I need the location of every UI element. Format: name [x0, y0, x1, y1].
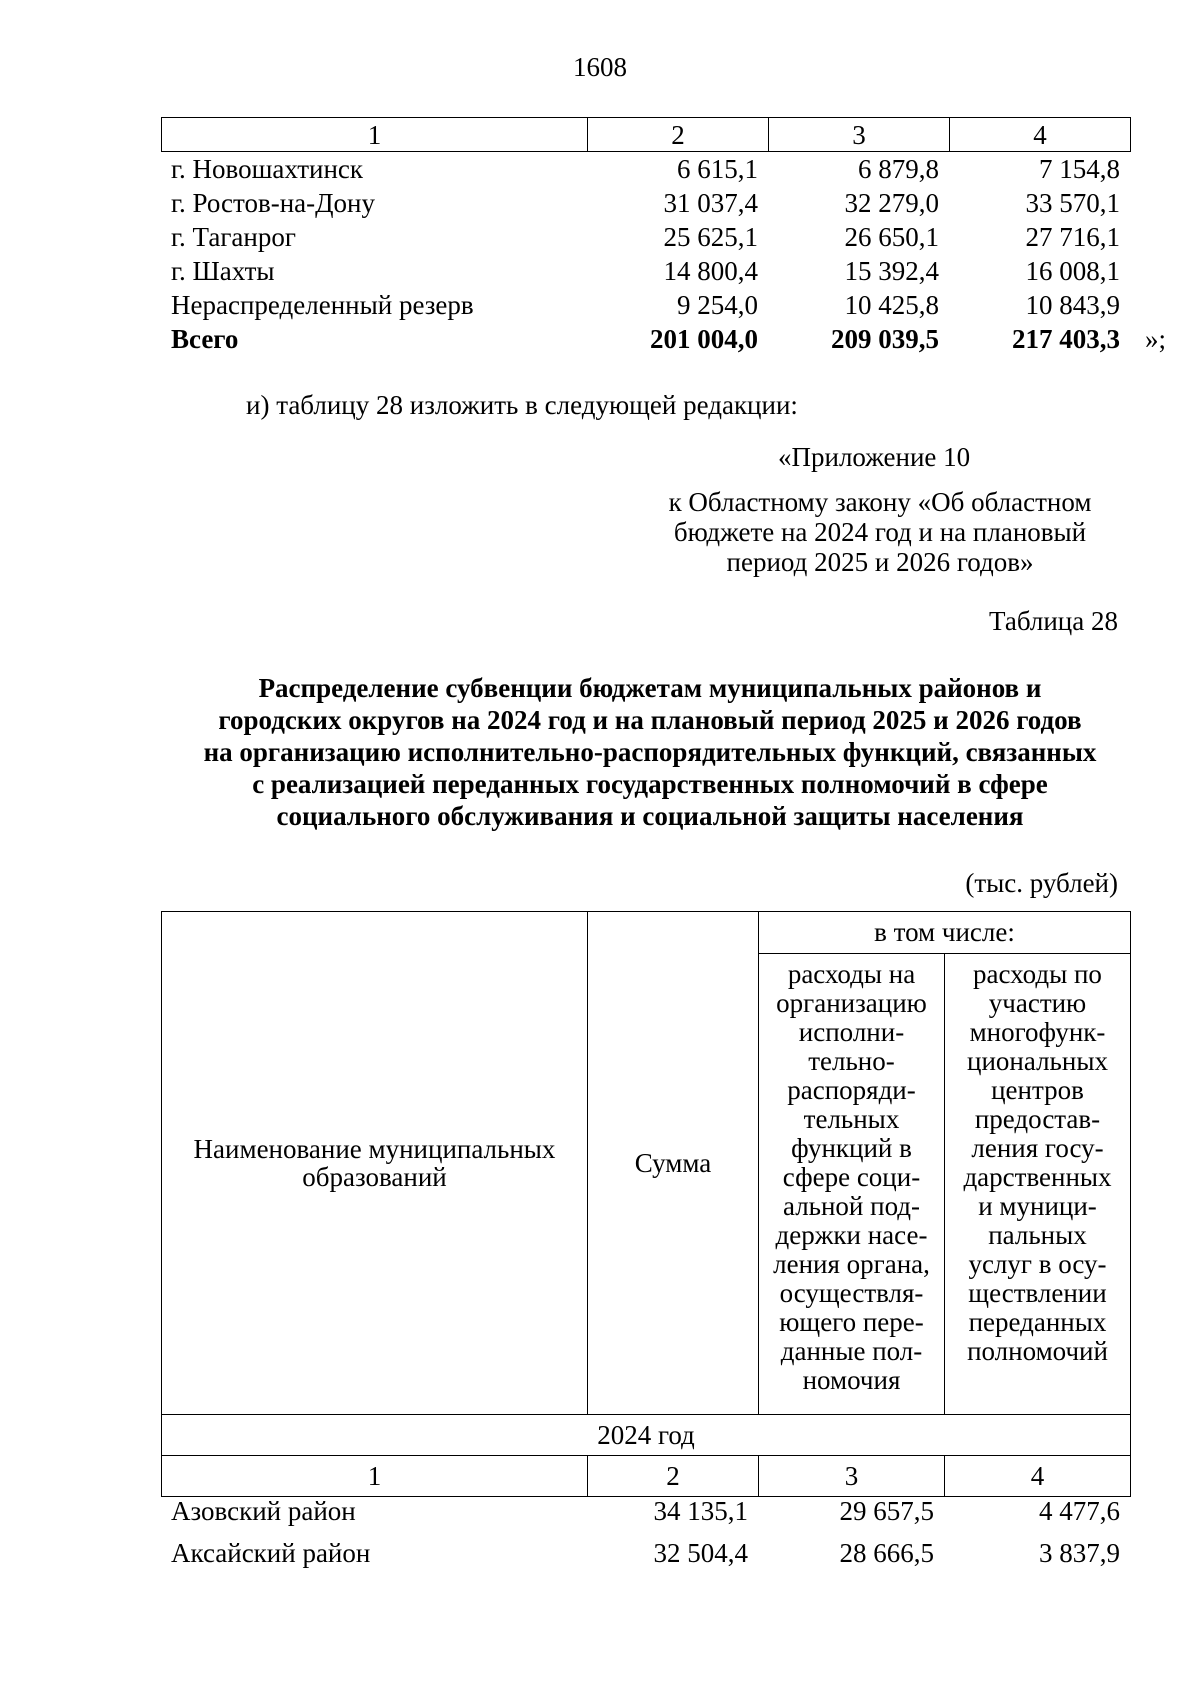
row-value-2026: 27 716,1	[1025, 222, 1120, 252]
header-col4-line: и муници-	[978, 1191, 1097, 1221]
header-col4-line: услуг в осу-	[968, 1249, 1107, 1279]
row-sum: 34 135,1	[653, 1496, 748, 1526]
title-line: городских округов на 2024 год и на плановый период 2025 и 2026 годов	[218, 705, 1082, 735]
header-col3	[759, 954, 945, 1415]
table2-col-3: 3	[759, 1456, 945, 1497]
row-mfc: 3 837,9	[1039, 1538, 1120, 1568]
header-col4-line: многофунк-	[969, 1017, 1106, 1047]
table2-body	[161, 1490, 1130, 1574]
row-value-2024: 9 254,0	[677, 290, 758, 320]
row-value-2024: 6 615,1	[677, 154, 758, 184]
table2-col-1: 1	[162, 1456, 588, 1497]
row-value-2024: 14 800,4	[663, 256, 758, 286]
table-label: Таблица 28	[989, 606, 1118, 636]
total-value-2025: 209 039,5	[831, 324, 939, 354]
row-name: г. Шахты	[171, 256, 275, 286]
title-line: Распределение субвенции бюджетам муниципальных районов и	[258, 673, 1042, 703]
header-col4-line: переданных	[968, 1307, 1107, 1337]
header-col3-line: сфере соци-	[782, 1162, 921, 1192]
table-total-row	[161, 322, 1130, 356]
table-row	[161, 220, 1130, 254]
header-col3-lines	[759, 960, 944, 1395]
annex-line: период 2025 и 2026 годов»	[726, 547, 1034, 577]
header-col3-line: альной под-	[782, 1191, 921, 1221]
header-col4-line: ления госу-	[971, 1133, 1104, 1163]
header-col4-line: циональных	[967, 1046, 1108, 1076]
table-row	[161, 254, 1130, 288]
row-name: г. Таганрог	[171, 222, 296, 252]
table-row	[161, 1490, 1130, 1532]
table2-col-4: 4	[945, 1456, 1131, 1497]
header-col3-line: исполни-	[798, 1017, 905, 1047]
header-col4	[945, 954, 1131, 1415]
table-row	[161, 186, 1130, 220]
header-col4-line: ществлении	[968, 1278, 1107, 1308]
header-col4-line: дарственных	[963, 1162, 1112, 1192]
row-value-2024: 31 037,4	[663, 188, 758, 218]
row-value-2025: 6 879,8	[858, 154, 939, 184]
row-value-2025: 10 425,8	[844, 290, 939, 320]
table2-header	[161, 911, 1131, 1497]
row-value-2025: 26 650,1	[844, 222, 939, 252]
year-label: 2024 год	[162, 1415, 1131, 1456]
total-label: Всего	[171, 324, 239, 354]
row-value-2026: 10 843,9	[1025, 290, 1120, 320]
total-value-2024: 201 004,0	[650, 324, 758, 354]
row-name: г. Новошахтинск	[171, 154, 363, 184]
annex-line: бюджете на 2024 год и на плановый	[673, 517, 1087, 547]
title-line: на организацию исполнительно-распорядительных функций, связанных	[203, 737, 1097, 767]
total-value-2026: 217 403,3	[1012, 324, 1120, 354]
row-value-2026: 16 008,1	[1025, 256, 1120, 286]
annex-heading: «Приложение 10	[778, 442, 971, 472]
row-name: г. Ростов-на-Дону	[171, 188, 376, 218]
units-label: (тыс. рублей)	[965, 868, 1118, 898]
row-executive-functions: 28 666,5	[839, 1538, 934, 1568]
header-sum: Сумма	[588, 912, 759, 1415]
table-title	[120, 672, 1180, 832]
header-col3-line: ления органа,	[773, 1249, 930, 1279]
annex-reference	[630, 487, 1130, 577]
row-value-2026: 33 570,1	[1025, 188, 1120, 218]
table-row	[161, 1532, 1130, 1574]
header-col3-line: осуществля-	[779, 1278, 924, 1308]
table1-col-4: 4	[950, 118, 1131, 152]
title-line: социального обслуживания и социальной защиты населения	[276, 801, 1024, 831]
instruction-paragraph: и) таблицу 28 изложить в следующей редакции:	[246, 390, 798, 420]
header-col3-line: номочия	[802, 1365, 901, 1395]
header-col3-line: организацию	[776, 988, 927, 1018]
header-col3-line: распоряди-	[787, 1075, 916, 1105]
header-col4-line: полномочий	[967, 1336, 1108, 1366]
table2-col-2: 2	[588, 1456, 759, 1497]
header-col4-lines	[945, 960, 1130, 1366]
closing-quote: »;	[1144, 324, 1166, 354]
header-col3-line: данные пол-	[780, 1336, 923, 1366]
table1-body	[161, 152, 1166, 356]
row-sum: 32 504,4	[653, 1538, 748, 1568]
header-col3-line: функций в	[791, 1133, 912, 1163]
total-value-2026-cell	[949, 322, 1166, 356]
header-col3-line: ющего пере-	[779, 1307, 924, 1337]
header-col4-line: пальных	[988, 1220, 1087, 1250]
header-name-line: образований	[302, 1162, 447, 1192]
table1-col-2: 2	[588, 118, 769, 152]
table1-col-1: 1	[162, 118, 588, 152]
table-row	[161, 152, 1130, 186]
row-mfc: 4 477,6	[1039, 1496, 1120, 1526]
row-value-2024: 25 625,1	[663, 222, 758, 252]
header-col4-line: участию	[988, 988, 1087, 1018]
page-number: 1608	[573, 52, 627, 82]
header-col4-line: расходы по	[973, 959, 1102, 989]
header-col4-line: предостав-	[974, 1104, 1101, 1134]
table1-column-numbers	[161, 117, 1131, 152]
header-col4-line: центров	[991, 1075, 1084, 1105]
header-name-cell	[162, 912, 588, 1415]
row-executive-functions: 29 657,5	[839, 1496, 934, 1526]
header-name-line: Наименование муниципальных	[193, 1134, 556, 1164]
header-col3-line: расходы на	[787, 959, 916, 989]
row-value-2025: 32 279,0	[844, 188, 939, 218]
header-col3-line: тельно-	[808, 1046, 895, 1076]
annex-line: к Областному закону «Об областном	[668, 487, 1092, 517]
header-col3-line: тельных	[803, 1104, 900, 1134]
row-value-2025: 15 392,4	[844, 256, 939, 286]
header-including: в том числе:	[759, 912, 1131, 954]
row-name: Аксайский район	[171, 1538, 371, 1568]
header-col3-line: держки насе-	[775, 1220, 928, 1250]
table1-col-3: 3	[769, 118, 950, 152]
table-row	[161, 288, 1130, 322]
title-line: с реализацией переданных государственных полномочий в сфере	[252, 769, 1048, 799]
row-value-2026: 7 154,8	[1039, 154, 1120, 184]
row-name: Азовский район	[171, 1496, 356, 1526]
row-name: Нераспределенный резерв	[171, 290, 474, 320]
